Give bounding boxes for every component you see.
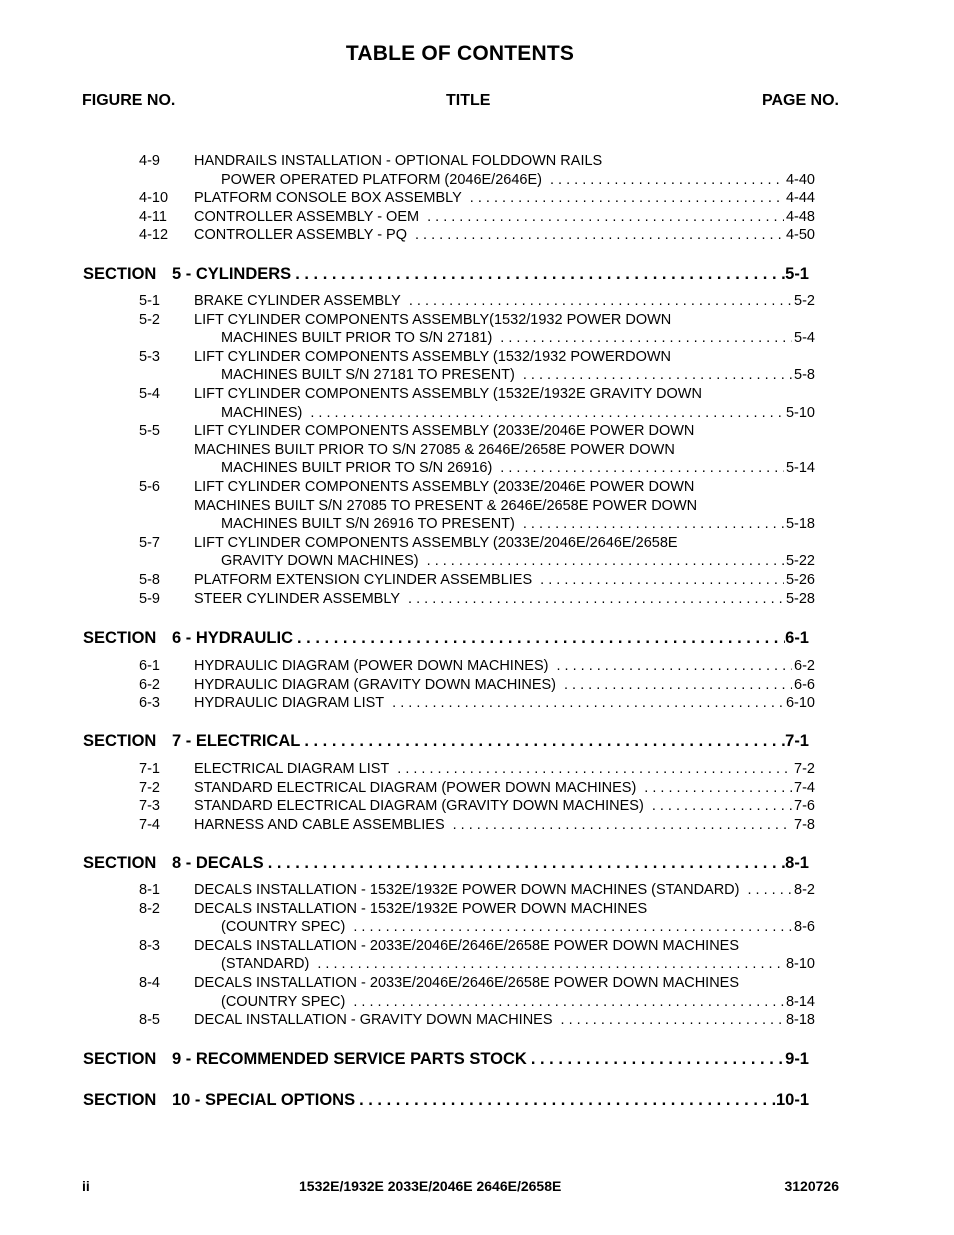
entry-title-text: MACHINES BUILT S/N 27181 TO PRESENT) — [221, 367, 515, 384]
dot-leader — [401, 292, 792, 311]
section-heading — [83, 854, 809, 878]
toc-entry — [139, 311, 815, 348]
figure-number: 4-12 — [139, 227, 169, 244]
dot-leader — [542, 171, 784, 190]
section-heading — [83, 629, 809, 653]
entry-title-last-line — [194, 694, 815, 713]
figure-number: 8-5 — [139, 1012, 160, 1029]
figure-number: 5-6 — [139, 479, 160, 495]
dot-leader — [300, 732, 785, 751]
toc-entry — [139, 292, 815, 311]
figure-number: 7-4 — [139, 816, 160, 833]
entry-title-line: DECALS INSTALLATION - 2033E/2046E/2646E/2658E POWER DOWN MACHINES — [194, 975, 740, 991]
section-title: 6 - HYDRAULIC — [172, 629, 294, 647]
dot-leader — [419, 208, 784, 227]
dot-leader — [264, 854, 785, 873]
toc-entry — [139, 760, 815, 779]
figure-number: 6-1 — [139, 658, 160, 674]
dot-leader — [462, 189, 784, 208]
page-number: 5-8 — [794, 367, 815, 384]
dot-leader — [556, 676, 792, 695]
toc-entry — [139, 676, 815, 695]
page-number: 5-18 — [785, 516, 815, 533]
section-label: SECTION — [83, 1091, 157, 1109]
figure-number: 5-2 — [139, 311, 160, 328]
entry-title-text: CONTROLLER ASSEMBLY - PQ — [194, 227, 407, 244]
entry-title-last-line — [194, 760, 815, 779]
dot-leader — [355, 1091, 776, 1110]
toc-entry — [139, 779, 815, 798]
toc-entry — [139, 900, 815, 937]
section-title: 7 - ELECTRICAL — [172, 732, 301, 750]
figure-number: 4-11 — [139, 208, 167, 225]
entry-title-last-line — [194, 208, 815, 227]
entry-title-line: LIFT CYLINDER COMPONENTS ASSEMBLY (1532/1932 POWERDOWN — [194, 348, 672, 365]
entry-title-text: MACHINES BUILT PRIOR TO S/N 26916) — [221, 460, 493, 477]
section-title: 5 - CYLINDERS — [172, 265, 292, 283]
entry-title-last-line — [221, 918, 815, 937]
page-number: 8-6 — [794, 919, 815, 936]
page-number: 6-6 — [794, 676, 815, 693]
page-number: 4-44 — [785, 190, 815, 207]
dot-leader — [445, 816, 792, 835]
toc-entry — [139, 974, 815, 1011]
entry-title-last-line — [194, 292, 815, 311]
toc-entry — [139, 152, 815, 189]
entry-title-last-line — [194, 226, 815, 245]
entry-title-line: MACHINES BUILT PRIOR TO S/N 27085 & 2646E/2658E POWER DOWN — [194, 441, 675, 458]
page-number: 4-48 — [785, 208, 815, 225]
toc-entry — [139, 208, 815, 227]
dot-leader — [739, 881, 792, 900]
dot-leader — [527, 1050, 785, 1069]
entry-title-last-line — [221, 459, 815, 478]
entry-title-text: MACHINES BUILT S/N 26916 TO PRESENT) — [221, 516, 515, 533]
dot-leader — [492, 329, 792, 348]
page-number: 7-4 — [794, 779, 815, 796]
figure-number: 8-1 — [139, 882, 160, 898]
entry-title-last-line — [194, 676, 815, 695]
entry-title-line: LIFT CYLINDER COMPONENTS ASSEMBLY (2033E/2046E POWER DOWN — [194, 479, 695, 495]
entry-title-text: DECALS INSTALLATION - 1532E/1932E POWER DOWN MACHINES (STANDARD) — [194, 882, 740, 898]
entry-title-text: STEER CYLINDER ASSEMBLY — [194, 590, 401, 607]
dot-leader — [419, 552, 784, 571]
entry-title-last-line — [194, 590, 815, 609]
toc-entry — [139, 881, 815, 900]
entry-title-last-line — [194, 881, 815, 900]
entry-title-text: MACHINES BUILT PRIOR TO S/N 27181) — [221, 330, 493, 347]
entry-title-line: DECALS INSTALLATION - 2033E/2046E/2646E/2658E POWER DOWN MACHINES — [194, 937, 740, 954]
dot-leader — [400, 590, 784, 609]
section-label: SECTION — [83, 265, 157, 283]
section-page-number: 7-1 — [785, 732, 809, 750]
page-number: 8-18 — [785, 1012, 815, 1029]
entry-title-text: PLATFORM EXTENSION CYLINDER ASSEMBLIES — [194, 572, 533, 588]
figure-number: 8-4 — [139, 975, 160, 991]
entry-title-text: BRAKE CYLINDER ASSEMBLY — [194, 293, 401, 309]
entry-title-last-line — [194, 571, 815, 590]
entry-title-last-line — [194, 779, 815, 798]
figure-number: 5-1 — [139, 293, 160, 309]
dot-leader — [389, 760, 792, 779]
entry-title-line: LIFT CYLINDER COMPONENTS ASSEMBLY(1532/1932 POWER DOWN — [194, 311, 672, 328]
figure-number: 4-9 — [139, 153, 160, 169]
dot-leader — [293, 629, 785, 648]
section-label: SECTION — [83, 629, 157, 647]
entry-title-text: POWER OPERATED PLATFORM (2046E/2646E) — [221, 171, 542, 188]
entry-title-text: (COUNTRY SPEC) — [221, 993, 346, 1010]
entry-title-text: HYDRAULIC DIAGRAM LIST — [194, 695, 385, 712]
entry-title-last-line — [194, 189, 815, 208]
dot-leader — [309, 955, 784, 974]
entry-title-line: MACHINES BUILT S/N 27085 TO PRESENT & 2646E/2658E POWER DOWN — [194, 497, 698, 514]
entry-title-text: STANDARD ELECTRICAL DIAGRAM (POWER DOWN MACHINES) — [194, 779, 637, 796]
entry-title-line: LIFT CYLINDER COMPONENTS ASSEMBLY (2033E/2046E/2646E/2658E — [194, 534, 678, 551]
toc-entry — [139, 657, 815, 676]
section-page-number: 6-1 — [785, 629, 809, 647]
dot-leader — [532, 571, 784, 590]
section-page-number: 10-1 — [775, 1091, 809, 1109]
entry-title-text: CONTROLLER ASSEMBLY - OEM — [194, 208, 420, 225]
section-heading — [83, 1091, 809, 1115]
toc-entry — [139, 571, 815, 590]
figure-number: 5-7 — [139, 534, 160, 551]
entry-title-last-line — [221, 993, 815, 1012]
dot-leader — [515, 366, 792, 385]
entry-title-text: MACHINES) — [221, 404, 303, 421]
figure-number: 5-9 — [139, 590, 160, 607]
section-title: 8 - DECALS — [172, 854, 264, 872]
toc-entry — [139, 694, 815, 713]
column-header-figure: FIGURE NO. — [82, 92, 176, 109]
entry-title-text: (COUNTRY SPEC) — [221, 919, 346, 936]
footer-doc-number: 3120726 — [784, 1178, 839, 1194]
page-number: 7-8 — [794, 816, 815, 833]
toc-entry — [139, 348, 815, 385]
section-label: SECTION — [83, 1050, 157, 1068]
figure-number: 6-3 — [139, 695, 160, 712]
entry-title-last-line — [221, 329, 815, 348]
figure-number: 6-2 — [139, 676, 160, 693]
page-title: TABLE OF CONTENTS — [345, 42, 575, 65]
entry-title-line: LIFT CYLINDER COMPONENTS ASSEMBLY (1532E/1932E GRAVITY DOWN — [194, 386, 702, 402]
toc-entry — [139, 478, 815, 534]
toc-entry — [139, 590, 815, 609]
dot-leader — [384, 694, 784, 713]
section-label: SECTION — [83, 854, 157, 872]
section-title: 10 - SPECIAL OPTIONS — [172, 1091, 356, 1109]
entry-title-text: HYDRAULIC DIAGRAM (GRAVITY DOWN MACHINES) — [194, 676, 556, 693]
footer-page-number: ii — [82, 1178, 90, 1194]
entry-title-last-line — [194, 657, 815, 676]
entry-title-text: HYDRAULIC DIAGRAM (POWER DOWN MACHINES) — [194, 658, 549, 674]
toc-entry — [139, 226, 815, 245]
dot-leader — [492, 459, 784, 478]
toc-entry — [139, 937, 815, 974]
section-page-number: 8-1 — [785, 854, 809, 872]
section-heading — [83, 265, 809, 289]
dot-leader — [636, 779, 792, 798]
page-number: 8-2 — [794, 882, 815, 898]
footer-models: 1532E/1932E 2033E/2046E 2646E/2658E — [299, 1178, 562, 1194]
page-number: 8-14 — [785, 993, 815, 1010]
entry-title-last-line — [194, 1011, 815, 1030]
page-number: 6-10 — [785, 695, 815, 712]
entry-title-last-line — [194, 816, 815, 835]
figure-number: 7-2 — [139, 779, 160, 796]
dot-leader — [291, 265, 785, 284]
figure-number: 4-10 — [139, 190, 169, 207]
entry-title-line: DECALS INSTALLATION - 1532E/1932E POWER DOWN MACHINES — [194, 900, 648, 917]
page-number: 4-50 — [785, 227, 815, 244]
figure-number: 5-8 — [139, 572, 160, 588]
entry-title-text: GRAVITY DOWN MACHINES) — [221, 553, 419, 570]
figure-number: 5-3 — [139, 348, 160, 365]
page-number: 8-10 — [785, 956, 815, 973]
page-number: 5-26 — [785, 572, 815, 588]
page-number: 5-22 — [785, 553, 815, 570]
dot-leader — [548, 657, 792, 676]
figure-number: 7-1 — [139, 761, 160, 777]
entry-title-line: HANDRAILS INSTALLATION - OPTIONAL FOLDDOWN RAILS — [194, 153, 603, 169]
page-number: 5-2 — [794, 293, 815, 309]
dot-leader — [345, 993, 784, 1012]
section-title: 9 - RECOMMENDED SERVICE PARTS STOCK — [172, 1050, 527, 1068]
dot-leader — [302, 404, 784, 423]
entry-title-last-line — [221, 366, 815, 385]
page-number: 5-14 — [785, 460, 815, 477]
toc-entry — [139, 816, 815, 835]
entry-title-last-line — [221, 171, 815, 190]
toc-entry — [139, 422, 815, 478]
column-header-page: PAGE NO. — [761, 92, 839, 109]
entry-title-text: STANDARD ELECTRICAL DIAGRAM (GRAVITY DOWN MACHINES) — [194, 798, 644, 815]
entry-title-text: PLATFORM CONSOLE BOX ASSEMBLY — [194, 190, 462, 207]
entry-title-last-line — [221, 515, 815, 534]
dot-leader — [345, 918, 792, 937]
page-number: 5-28 — [785, 590, 815, 607]
dot-leader — [515, 515, 784, 534]
toc-entry — [139, 797, 815, 816]
dot-leader — [407, 226, 784, 245]
section-page-number: 5-1 — [785, 265, 809, 283]
dot-leader — [553, 1011, 784, 1030]
figure-number: 8-2 — [139, 900, 160, 917]
entry-title-last-line — [221, 404, 815, 423]
page-number: 5-4 — [794, 330, 815, 347]
section-label: SECTION — [83, 732, 157, 750]
entry-title-text: ELECTRICAL DIAGRAM LIST — [194, 761, 390, 777]
page-number: 5-10 — [785, 404, 815, 421]
dot-leader — [644, 797, 792, 816]
entry-title-line: LIFT CYLINDER COMPONENTS ASSEMBLY (2033E/2046E POWER DOWN — [194, 423, 695, 440]
toc-entry — [139, 189, 815, 208]
column-header-title: TITLE — [446, 92, 491, 109]
page-number: 4-40 — [785, 171, 815, 188]
figure-number: 5-5 — [139, 423, 160, 440]
section-heading — [83, 1050, 809, 1074]
entry-title-last-line — [194, 797, 815, 816]
page-number: 7-2 — [794, 761, 815, 777]
figure-number: 5-4 — [139, 386, 160, 402]
toc-entry — [139, 1011, 815, 1030]
toc-entry — [139, 534, 815, 571]
entry-title-text: DECAL INSTALLATION - GRAVITY DOWN MACHINES — [194, 1012, 553, 1029]
entry-title-last-line — [221, 552, 815, 571]
section-heading — [83, 732, 809, 756]
section-page-number: 9-1 — [785, 1050, 809, 1068]
page-number: 6-2 — [794, 658, 815, 674]
entry-title-text: (STANDARD) — [221, 956, 310, 973]
entry-title-text: HARNESS AND CABLE ASSEMBLIES — [194, 816, 445, 833]
page-number: 7-6 — [794, 798, 815, 815]
figure-number: 7-3 — [139, 798, 160, 815]
entry-title-last-line — [221, 955, 815, 974]
figure-number: 8-3 — [139, 937, 160, 954]
toc-entry — [139, 385, 815, 422]
